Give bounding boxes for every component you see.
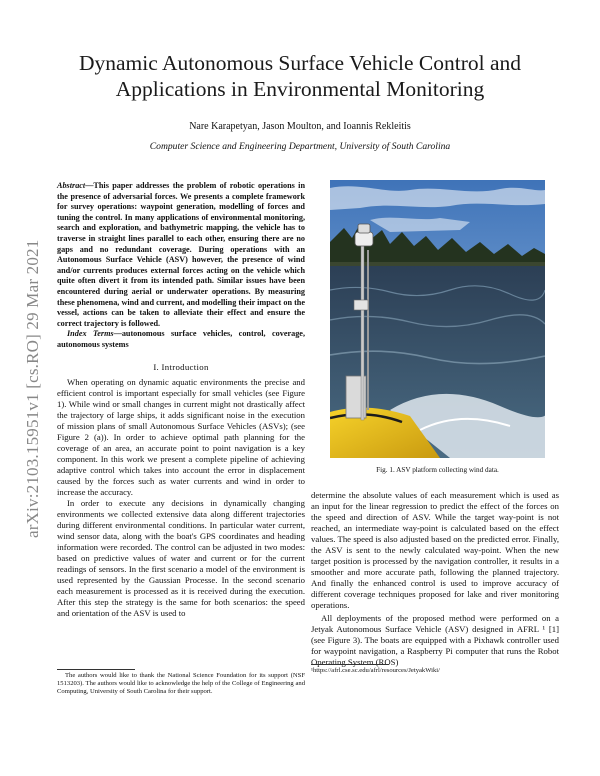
footnote-right: ¹https://afrl.cse.sc.edu/afrl/resources/JetyakWiki/ (311, 667, 440, 674)
figure-caption: Fig. 1. ASV platform collecting wind data. (376, 466, 499, 474)
footnote-rule (57, 669, 135, 670)
paper-title: Dynamic Autonomous Surface Vehicle Control and Applications in Environmental Monitoring (78, 51, 522, 101)
intro-body (57, 377, 305, 619)
intro-paragraph: In order to execute any decisions in dynamically changing environments we collected extensive data along different trajectories during different environmental conditions. In particular water current, wind sensor data, along with the boat's GPS coordinates and heading information were recorded. The control can be adjusted in two modes: based on predictive values of water and current or for the current readings of sensors. In the first scenario a model of the environment is used represented by the Gaussian Processe. In the second scenario each measurement is processed as it is received during the execution. After this step the strategy is the same for both scenarios: the speed and orientation of the ASV is used to (57, 498, 305, 618)
arxiv-stamp-text: arXiv:2103.15951v1 [cs.RO] 29 Mar 2021 (23, 239, 42, 538)
right-column-body (311, 490, 559, 668)
author-list: Nare Karapetyan, Jason Moulton, and Ioannis Rekleitis (189, 121, 411, 132)
arxiv-stamp (20, 210, 40, 540)
abstract-label: Abstract (57, 181, 86, 190)
intro-paragraph: When operating on dynamic aquatic environments the precise and efficient control is important especially for small vehicles (see Figure 1). While wind or small changes in current might not drastically affect the trajectory of large ships, it adds significant noise in the execution of mission plans of small Autonomous Surface Vehicles (ASVs); (see Figure 2 (a)). In order to achieve optimal path planning for the coverage of an area, an accurate point to point navigation is a key component. In this work we present a complete pipeline of achieving adaptive control which takes into account the error in displacement caused by the forces such as water currents and wind in order to increase the accuracy. (57, 377, 305, 497)
index-terms-label: Index Terms (67, 329, 114, 339)
footnote-rule-right (311, 664, 389, 665)
right-paragraph: All deployments of the proposed method were performed on a Jetyak Autonomous Surface Vehicle (ASV) designed in AFRL ¹ [1] (see Figure 3). The boats are equipped with a Pixhawk controller used for waypoint navigation, a Raspberry Pi computer that runs the Robot Operating System (ROS) (311, 613, 559, 667)
asv-photo-illustration (330, 180, 545, 458)
section-heading: I. Introduction (153, 362, 209, 372)
footnote-left: The authors would like to thank the National Science Foundation for its support (NSF 1513203). The authors would like to acknowledge the help of the College of Engineering and Computing, University of South Carolina for their support. (57, 672, 305, 695)
affiliation: Computer Science and Engineering Department, University of South Carolina (149, 141, 451, 152)
figure-1-photo (330, 180, 545, 458)
abstract-text: —This paper addresses the problem of robotic operations in the presence of adversarial forces. We presents a complete framework for survey operations: waypoint generation, modelling of forces and tuning the control. In many applications of environmental monitoring, search and exploration, and bathymetric mapping, the vehicle has to traverse in straight lines parallel to each other, ensuring there are no gaps and no redundant coverage. During operations with an Autonomous Surface Vehicle (ASV) however, the presence of wind and/or currents produces external forces acting on the vehicle which quite often divert it from its intended path. Similar issues have been encountered during aerial or underwater operations. By measuring these phenomena, wind and current, and modelling their impact on the vessel, actions can be taken to alleviate their effect and ensure the correct trajectory is followed. (57, 181, 305, 328)
abstract (57, 181, 305, 351)
right-paragraph: determine the absolute values of each measurement which is used as an input for the linear regression to predict the effect of the forces on the speed and direction of ASV. While the target way-point is not reached, an intermediate way-point is calculated based on the effect values. The speed is also adjusted based on the predicted error. Finally, the ASV is sent to the newly calculated way-point. When the new target position is processed by the navigation controller, it results in a smoother and more accurate path, following the planned trajectory. And finally the enhanced control is used to improve accuracy of different coverage techniques proposed for lake and river monitoring operations. (311, 490, 559, 610)
index-terms-text: —autonomous surface vehicles, control, coverage, autonomous systems (57, 329, 305, 349)
